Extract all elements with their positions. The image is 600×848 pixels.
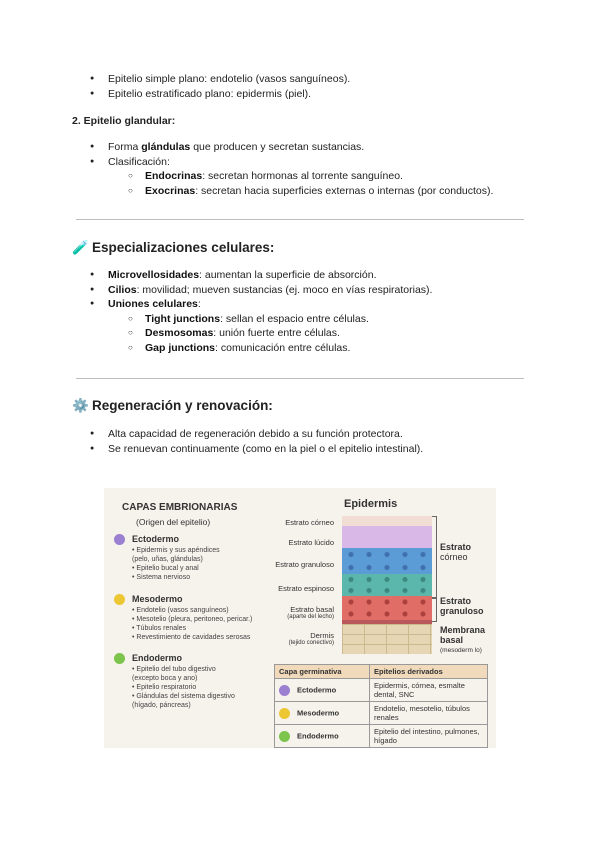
gear-icon: ⚙️ bbox=[72, 398, 89, 413]
especializaciones-heading: 🧪 Especializaciones celulares: bbox=[72, 240, 275, 255]
glandular-heading: 2. Epitelio glandular: bbox=[72, 115, 176, 127]
mesoderm-dot-icon bbox=[279, 708, 290, 719]
regeneracion-heading: ⚙️ Regeneración y renovación: bbox=[72, 398, 273, 413]
table-cell: Ectodermo bbox=[275, 679, 370, 702]
table-header-row bbox=[275, 665, 488, 679]
ectoderm-dot-icon bbox=[114, 534, 125, 545]
regeneracion-list bbox=[0, 427, 600, 456]
right-label-granuloso: Estrato granuloso bbox=[440, 596, 484, 616]
list-item: ● Microvellosidades: aumentan la superficie de absorción. bbox=[0, 268, 600, 283]
label-lucido: Estrato lúcido bbox=[288, 538, 334, 547]
divider bbox=[76, 378, 524, 379]
germ-endodermo: Endodermo bbox=[132, 653, 183, 663]
endoderm-dot-icon bbox=[279, 731, 290, 742]
germ-item: • Glándulas del sistema digestivo bbox=[132, 693, 235, 700]
epidermis-title: Epidermis bbox=[344, 498, 398, 510]
sub-list-item: ○ Tight junctions: sellan el espacio entre células. bbox=[0, 312, 600, 327]
germ-mesodermo: Mesodermo bbox=[132, 594, 183, 604]
list-item: ● Epitelio simple plano: endotelio (vasos sanguíneos). bbox=[0, 72, 600, 87]
table-header: Epitelios derivados bbox=[370, 665, 488, 679]
germ-item: • Epitelio respiratorio bbox=[132, 684, 197, 691]
layer-dermis bbox=[342, 624, 432, 654]
label-basal: Estrato basal bbox=[290, 605, 334, 614]
divider bbox=[76, 219, 524, 220]
germ-layer-table bbox=[274, 664, 488, 748]
bracket-corneo bbox=[432, 516, 437, 598]
germ-item: • Endotelio (vasos sanguíneos) bbox=[132, 607, 229, 614]
table-cell: Endotelio, mesotelio, túbulos renales bbox=[370, 702, 488, 725]
layer-espinoso bbox=[342, 574, 432, 596]
mesoderm-dot-icon bbox=[114, 594, 125, 605]
bracket-granuloso bbox=[432, 598, 437, 622]
list-item: ● Alta capacidad de regeneración debido a su función protectora. bbox=[0, 427, 600, 442]
endoderm-dot-icon bbox=[114, 653, 125, 664]
layer-granuloso bbox=[342, 548, 432, 574]
germ-item: (pelo, uñas, glándulas) bbox=[132, 556, 203, 563]
germ-item: • Mesotelio (pleura, peritoneo, pericar.) bbox=[132, 616, 253, 623]
sub-list-item: ○ Exocrinas: secretan hacia superficies externas o internas (por conductos). bbox=[0, 184, 600, 199]
germ-item: (hígado, páncreas) bbox=[132, 702, 191, 709]
test-tube-icon: 🧪 bbox=[72, 240, 89, 255]
germ-item: • Túbulos renales bbox=[132, 625, 187, 632]
figure-title: CAPAS EMBRIONARIAS bbox=[122, 502, 238, 513]
especializaciones-list bbox=[0, 268, 600, 355]
label-granuloso: Estrato granuloso bbox=[275, 560, 334, 569]
germ-item: • Epitelio del tubo digestivo bbox=[132, 666, 216, 673]
germ-ectodermo: Ectodermo bbox=[132, 534, 180, 544]
sub-list-item: ○ Endocrinas: secretan hormonas al torrente sanguíneo. bbox=[0, 169, 600, 184]
list-item: ● Se renuevan continuamente (como en la piel o el epitelio intestinal). bbox=[0, 442, 600, 457]
table-cell: Endodermo bbox=[275, 725, 370, 748]
label-corneo: Estrato córneo bbox=[285, 518, 334, 527]
germ-item: (excepto boca y ano) bbox=[132, 675, 198, 682]
list-item: ● Forma glándulas que producen y secretan sustancias. bbox=[0, 140, 600, 155]
top-list bbox=[0, 72, 600, 101]
label-dermis-sub: (tejido conectivo) bbox=[288, 640, 334, 646]
germ-item: • Epidermis y sus apéndices bbox=[132, 547, 220, 554]
embryonic-layers-figure bbox=[104, 488, 496, 748]
list-item: ● Epitelio estratificado plano: epidermis (piel). bbox=[0, 87, 600, 102]
right-label-membrana: Membrana basal bbox=[440, 625, 486, 645]
right-label-corneo: Estrato córneo bbox=[440, 542, 472, 562]
layer-basal bbox=[342, 596, 432, 620]
sub-list-item: ○ Gap junctions: comunicación entre células. bbox=[0, 341, 600, 356]
table-row bbox=[275, 725, 488, 748]
list-item: ● Uniones celulares: bbox=[0, 297, 600, 312]
ectoderm-dot-icon bbox=[279, 685, 290, 696]
germ-item: • Epitelio bucal y anal bbox=[132, 565, 199, 572]
germ-item: • Revestimiento de cavidades serosas bbox=[132, 634, 251, 641]
figure-subtitle: (Origen del epitelio) bbox=[136, 517, 211, 527]
right-label-membrana-sub: (mesoderm lo) bbox=[440, 647, 482, 654]
list-item: ● Clasificación: bbox=[0, 155, 600, 170]
table-cell: Epidermis, córnea, esmalte dental, SNC bbox=[370, 679, 488, 702]
sub-list-item: ○ Desmosomas: unión fuerte entre células. bbox=[0, 326, 600, 341]
label-dermis: Dermis bbox=[310, 631, 334, 640]
layer-lucido bbox=[342, 526, 432, 548]
layer-corneo bbox=[342, 516, 432, 526]
label-basal-sub: (aparte del lecho) bbox=[287, 614, 334, 620]
list-item: ● Cilios: movilidad; mueven sustancias (ej. moco en vías respiratorias). bbox=[0, 283, 600, 298]
label-espinoso: Estrato espinoso bbox=[278, 584, 334, 593]
table-header: Capa germinativa bbox=[275, 665, 370, 679]
table-row bbox=[275, 679, 488, 702]
germ-item: • Sistema nervioso bbox=[132, 574, 191, 581]
table-row bbox=[275, 702, 488, 725]
glandular-list bbox=[0, 140, 600, 198]
table-cell: Mesodermo bbox=[275, 702, 370, 725]
table-cell: Epitelio del intestino, pulmones, hígado bbox=[370, 725, 488, 748]
